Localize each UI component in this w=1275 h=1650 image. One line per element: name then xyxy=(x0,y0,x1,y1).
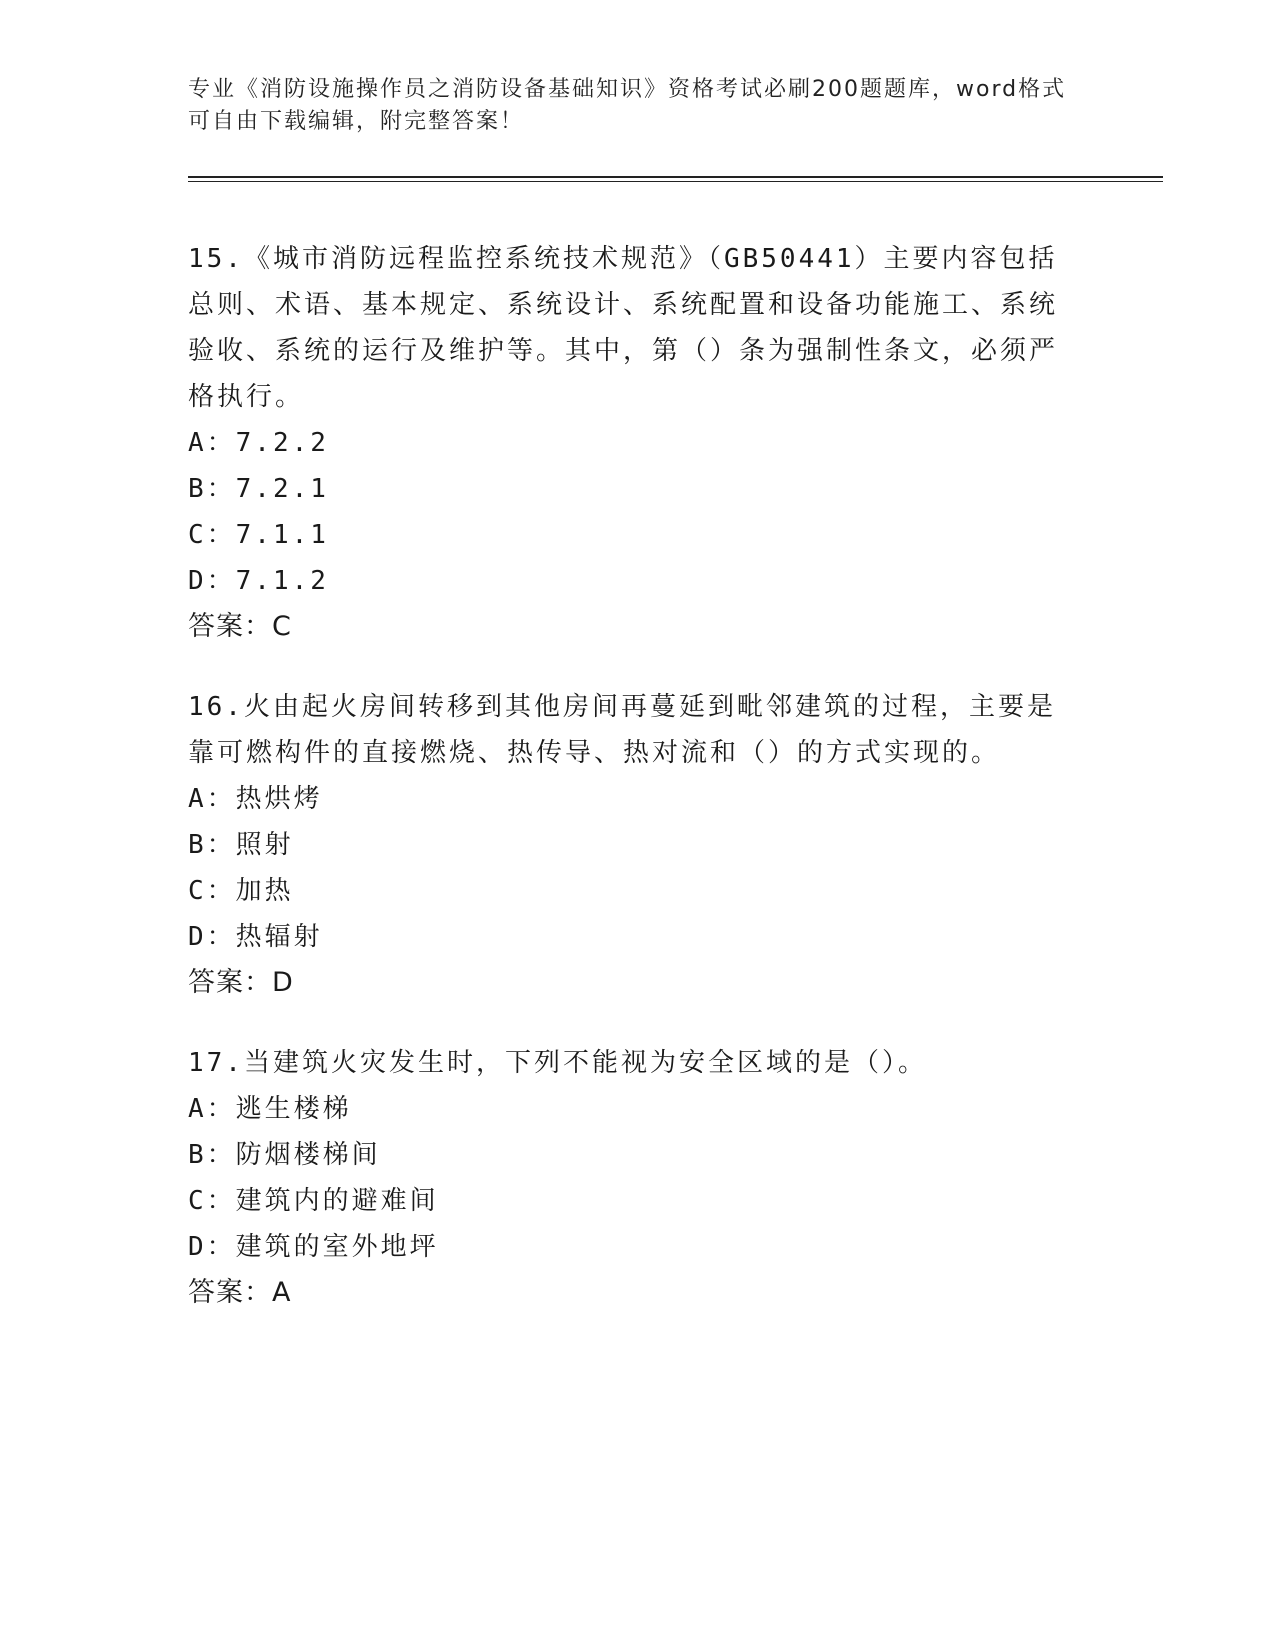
option-b: B：照射 xyxy=(188,830,294,860)
option-a: A：7.2.2 xyxy=(188,428,329,458)
option-d: D：热辐射 xyxy=(188,922,323,952)
answer: 答案：A xyxy=(188,1277,292,1308)
answer: 答案：D xyxy=(188,967,294,998)
option-c: C：7.1.1 xyxy=(188,520,329,550)
header-rule-thin xyxy=(188,181,1163,182)
page-header-text: 专业《消防设施操作员之消防设备基础知识》资格考试必刷200题题库，word格式可自由下载编辑，附完整答案！ xyxy=(188,77,1067,134)
question-stem: 16.火由起火房间转移到其他房间再蔓延到毗邻建筑的过程，主要是靠可燃构件的直接燃烧、热传导、热对流和（）的方式实现的。 xyxy=(188,692,1056,768)
option-c: C：加热 xyxy=(188,876,294,906)
question-17 xyxy=(188,1040,1078,1316)
question-list xyxy=(188,236,1078,1350)
option-b: B：7.2.1 xyxy=(188,474,329,504)
question-15 xyxy=(188,236,1078,650)
question-stem: 17.当建筑火灾发生时，下列不能视为安全区域的是（）。 xyxy=(188,1048,927,1078)
answer: 答案：C xyxy=(188,611,292,642)
option-b: B：防烟楼梯间 xyxy=(188,1140,381,1170)
option-a: A：逃生楼梯 xyxy=(188,1094,352,1124)
option-d: D：建筑的室外地坪 xyxy=(188,1232,439,1262)
question-16 xyxy=(188,684,1078,1006)
question-stem: 15.《城市消防远程监控系统技术规范》（GB50441）主要内容包括总则、术语、基本规定、系统设计、系统配置和设备功能施工、系统验收、系统的运行及维护等。其中，第（）条为强制性条文，必须严格执行。 xyxy=(188,244,1059,412)
option-c: C：建筑内的避难间 xyxy=(188,1186,439,1216)
option-d: D：7.1.2 xyxy=(188,566,329,596)
header-rule-thick xyxy=(188,176,1163,178)
option-a: A：热烘烤 xyxy=(188,784,323,814)
